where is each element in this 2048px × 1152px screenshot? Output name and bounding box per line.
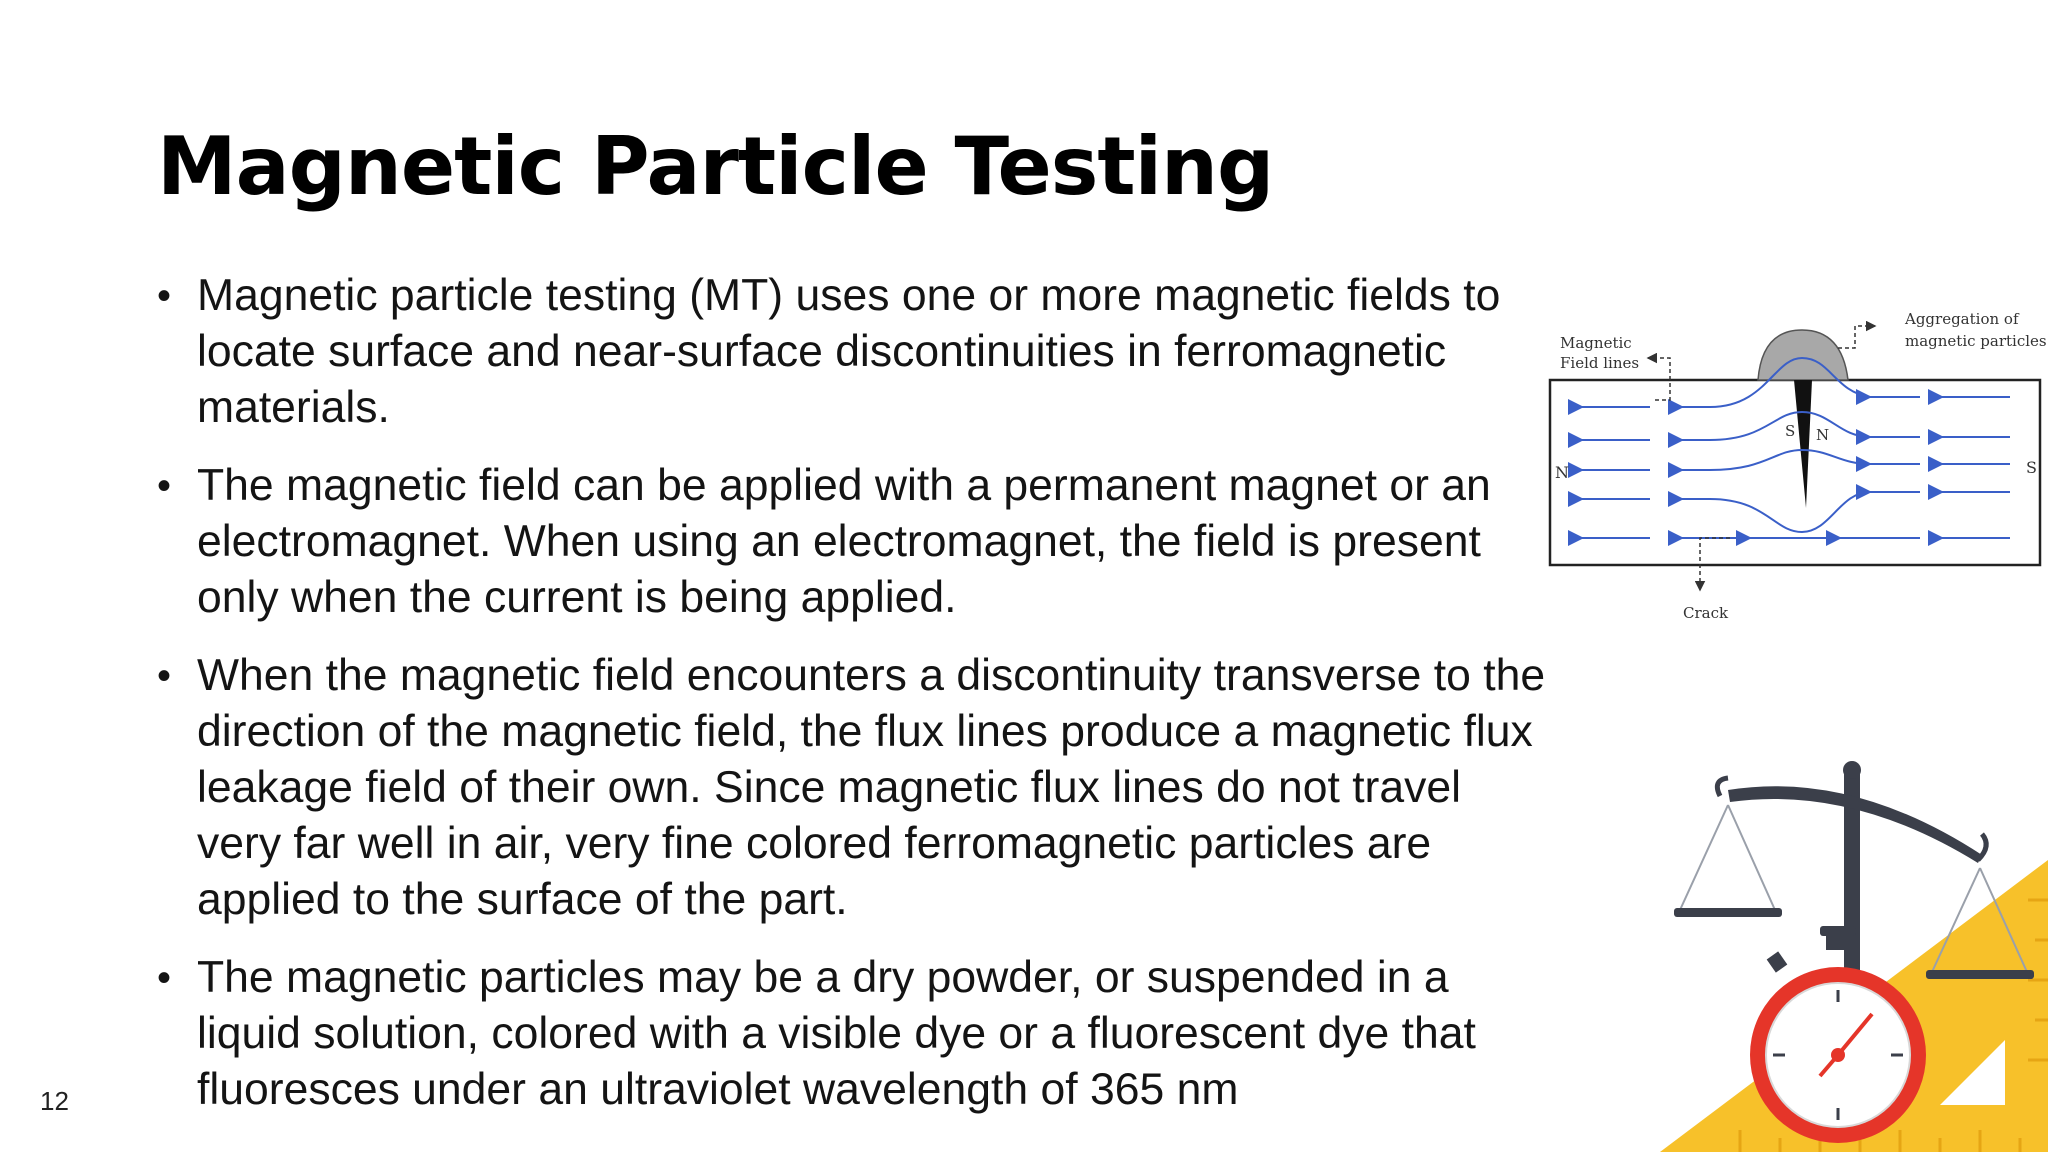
slide-title: Magnetic Particle Testing (157, 120, 1274, 213)
bullet-text: When the magnetic field encounters a discontinuity transverse to the direction of the magnetic field, the flux lines produce a magnetic flux leakage field of their own. Since magnetic flux lines do not travel very far well in air, very fine colored ferromagnetic particles are applied to the surface of the part. (197, 651, 1546, 924)
field-lines-label-line1: Magnetic (1560, 334, 1632, 352)
stopwatch-icon (1750, 926, 1926, 1143)
mpt-diagram (1540, 300, 2048, 630)
crack-label: Crack (1683, 604, 1729, 622)
bullet-marker: • (157, 464, 172, 508)
pole-left-label: N (1555, 463, 1569, 482)
bullet-marker: • (157, 956, 172, 1000)
field-lines-label-line2: Field lines (1560, 354, 1640, 372)
bullet-marker: • (157, 654, 172, 698)
bullet-marker: • (157, 274, 172, 318)
bullet-text: The magnetic particles may be a dry powder, or suspended in a liquid solution, colored with a visible dye or a fluorescent dye that fluoresces under an ultraviolet wavelength of 365 nm (197, 953, 1476, 1114)
bullet-list (157, 268, 1547, 1140)
bullet-text: Magnetic particle testing (MT) uses one or more magnetic fields to locate surface and near-surface discontinuities in ferromagnetic materials. (197, 271, 1501, 432)
pole-right-label: S (2026, 458, 2037, 477)
particle-aggregation (1758, 330, 1848, 380)
bullet-text: The magnetic field can be applied with a permanent magnet or an electromagnet. When using an electromagnet, the field is present only when the current is being applied. (197, 461, 1491, 622)
page-number: 12 (40, 1086, 69, 1116)
bullet-item (157, 950, 1547, 1118)
crack-pole-s-label: S (1785, 422, 1796, 440)
crack-pole-n-label: N (1816, 426, 1830, 444)
bullet-item (157, 458, 1547, 626)
aggregation-label-line2: magnetic particles (1905, 332, 2047, 350)
aggregation-callout (1838, 326, 1875, 348)
measurement-illustration (1660, 760, 2048, 1152)
bullet-item (157, 268, 1547, 436)
aggregation-label-line1: Aggregation of (1905, 310, 2019, 328)
bullet-item (157, 648, 1547, 928)
